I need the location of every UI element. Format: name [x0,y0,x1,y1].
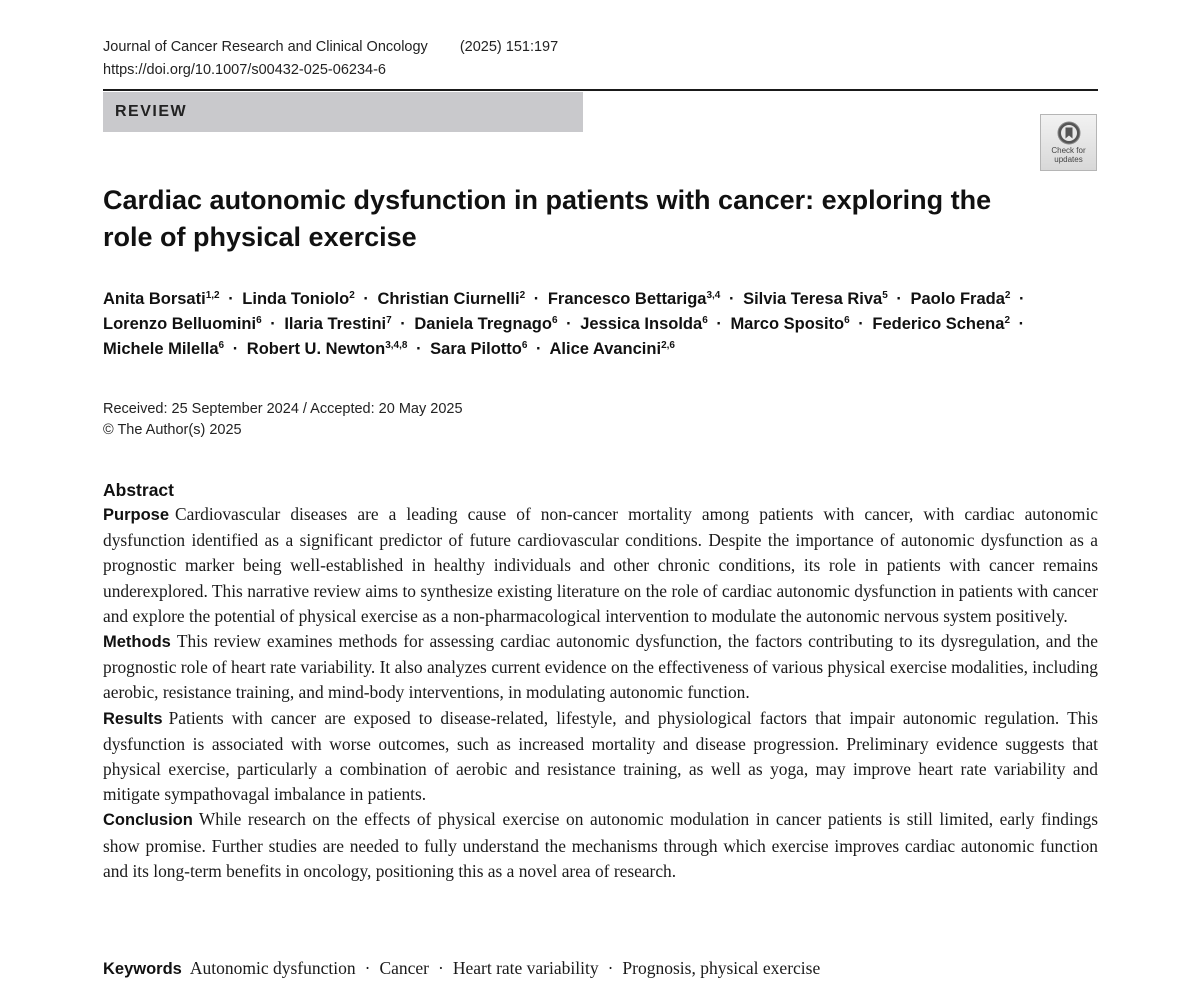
author-name: Silvia Teresa Riva [743,290,883,308]
check-updates-line1: Check for [1051,146,1086,155]
author-item[interactable] [549,340,674,358]
author-item[interactable] [377,290,525,308]
header-divider [103,89,1098,91]
author-item[interactable] [580,315,708,333]
author-name: Robert U. Newton [246,340,386,358]
abstract-section [103,478,1098,884]
abstract-purpose [103,502,1098,629]
author-separator: · [858,315,864,333]
abstract-methods [103,629,1098,706]
author-name: Christian Ciurnelli [377,290,520,308]
author-item[interactable] [548,290,721,308]
author-item[interactable] [743,290,888,308]
received-accepted-dates: Received: 25 September 2024 / Accepted: 20 May 2025 [103,401,463,417]
author-item[interactable] [103,290,220,308]
keyword-item: Prognosis, physical exercise [622,958,821,978]
author-affiliation: 2 [349,290,355,301]
author-name: Alice Avancini [549,340,662,358]
abstract-heading: Abstract [103,480,174,500]
author-name: Daniela Tregnago [414,315,552,333]
author-item[interactable] [872,315,1010,333]
doi-link[interactable]: https://doi.org/10.1007/s00432-025-06234-6 [103,62,386,78]
keywords-line [103,956,820,982]
author-affiliation: 3,4,8 [385,340,408,351]
author-separator: · [728,290,735,308]
keyword-separator: · [438,958,444,978]
keyword-item: Cancer [379,958,429,978]
author-affiliation: 6 [521,340,528,351]
abstract-conclusion-label: Conclusion [103,811,193,830]
article-dates [103,399,463,441]
author-affiliation: 1,2 [205,290,220,301]
author-separator: · [536,340,542,358]
abstract-methods-label: Methods [103,633,171,652]
author-separator: · [270,315,276,333]
author-name: Jessica Insolda [580,315,703,333]
article-title: Cardiac autonomic dysfunction in patients with cancer: exploring the role of physical exercise [103,185,992,252]
author-name: Linda Toniolo [242,290,350,308]
abstract-results [103,706,1098,808]
author-item[interactable] [430,340,527,358]
abstract-conclusion-text: While research on the effects of physical exercise on autonomic modulation in cancer patients is still limited, early findings show promise. Further studies are needed to fully understand the mechanisms through which exercise improves cardiac autonomic function and its long-term benefits in oncology, positioning this as a novel area of research. [103,809,1098,881]
author-affiliation: 6 [218,340,225,351]
author-name: Marco Sposito [730,315,845,333]
journal-volume: (2025) 151:197 [459,39,559,55]
author-item[interactable] [103,315,262,333]
journal-name: Journal of Cancer Research and Clinical Oncology [103,39,428,55]
author-item[interactable] [414,315,557,333]
abstract-results-label: Results [103,709,163,728]
keyword-separator: · [364,958,371,978]
author-name: Lorenzo Belluomini [103,315,257,333]
author-name: Sara Pilotto [430,340,522,358]
author-affiliation: 2 [519,290,526,301]
check-for-updates-badge[interactable] [1040,114,1097,171]
abstract-conclusion [103,807,1098,884]
author-separator: · [1019,290,1025,308]
author-affiliation: 6 [256,315,262,326]
author-name: Michele Milella [103,340,219,358]
author-separator: · [1018,315,1025,333]
author-item[interactable] [284,315,391,333]
author-separator: · [228,290,234,308]
abstract-purpose-text: Cardiovascular diseases are a leading cause of non-cancer mortality among patients with cancer, with cardiac autonomic dysfunction identified as a significant predictor of future cardiovascular conditions. Despite the importance of autonomic dysfunction as a prognostic marker being well-established in healthy individuals and other chronic conditions, its role in patients with cancer remains underexplored. This narrative review aims to synthesize existing literature on the role of cardiac autonomic dysfunction in patients with cancer and explore the potential of physical exercise as a non-pharmacological intervention to modulate the autonomic nervous system positively. [103,504,1098,626]
abstract-purpose-label: Purpose [103,506,170,524]
author-name: Federico Schena [872,315,1005,333]
author-separator: · [232,340,239,358]
author-affiliation: 2,6 [661,340,675,351]
author-name: Ilaria Trestini [284,315,387,333]
author-name: Francesco Bettariga [547,290,707,308]
author-separator: · [896,290,902,308]
author-name: Paolo Frada [910,290,1005,308]
author-item[interactable] [247,340,408,358]
keywords-label: Keywords [103,960,182,978]
author-name: Anita Borsati [103,290,206,308]
author-separator: · [400,315,406,333]
keyword-item: Heart rate variability [452,958,599,978]
author-affiliation: 7 [386,315,392,326]
copyright-line: © The Author(s) 2025 [103,422,242,438]
author-affiliation: 5 [882,290,888,301]
author-item[interactable] [103,340,224,358]
author-separator: · [716,315,722,333]
article-type-label: REVIEW [115,103,188,120]
journal-header [103,36,558,82]
author-separator: · [566,315,572,333]
abstract-methods-text: This review examines methods for assessing cardiac autonomic dysfunction, the factors contributing to its dysregulation, and the prognostic role of heart rate variability. It also analyzes current evidence on the effectiveness of various physical exercise modalities, including aerobic, resistance training, and mind-body interventions, in modulating autonomic function. [103,631,1098,703]
author-item[interactable] [730,315,849,333]
abstract-results-text: Patients with cancer are exposed to disease-related, lifestyle, and physiological factors that impair autonomic regulation. This dysfunction is associated with worse outcomes, such as increased mortality and disease progression. Preliminary evidence suggests that physical exercise, particularly a combination of aerobic and resistance training, as well as yoga, may improve heart rate variability and mitigate sympathovagal imbalance in patients. [103,707,1098,805]
check-updates-line2: updates [1054,154,1083,164]
author-item[interactable] [242,290,354,308]
author-separator: · [416,340,422,358]
author-list [103,287,1093,362]
keyword-separator: · [607,958,614,978]
keyword-item: Autonomic dysfunction [189,958,356,978]
author-affiliation: 6 [551,315,558,326]
author-affiliation: 2 [1004,290,1011,301]
keywords-list [190,958,820,978]
author-affiliation: 3,4 [706,290,721,301]
author-separator: · [533,290,540,308]
author-affiliation: 2 [1004,315,1010,326]
bookmark-circle-icon [1057,121,1081,145]
author-affiliation: 6 [702,315,708,326]
author-affiliation: 6 [844,315,850,326]
author-separator: · [363,290,369,308]
author-item[interactable] [910,290,1010,308]
article-type-band [103,92,583,132]
